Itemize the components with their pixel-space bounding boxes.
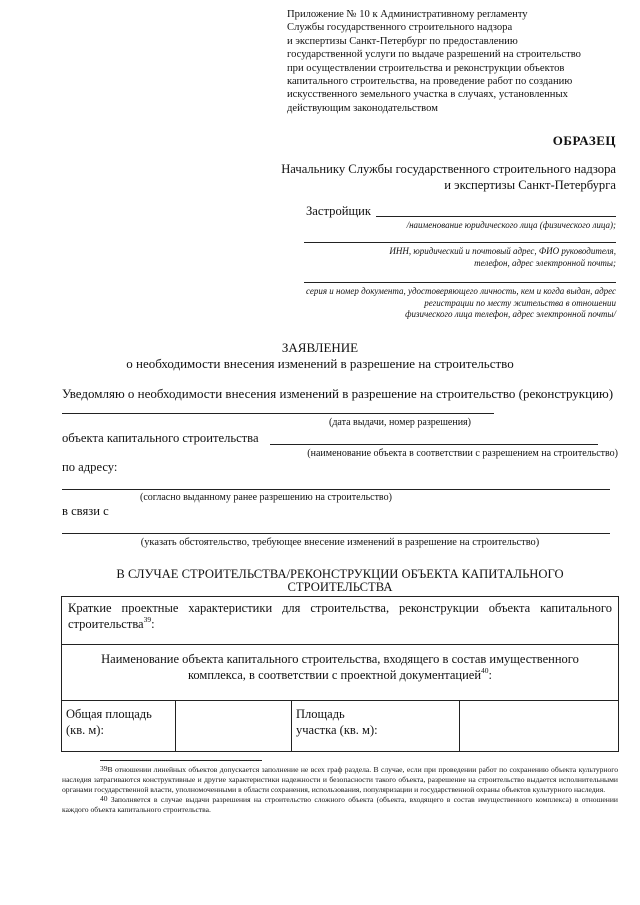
sample-label: ОБРАЗЕЦ [552, 133, 616, 148]
developer-hint-2 [296, 246, 616, 269]
address-field[interactable] [62, 489, 610, 490]
table-row-object-name [62, 645, 618, 701]
footnote-40-text: Заполняется в случае выдачи разрешения на строительство сложного объекта (объекта, входящего в состав имущественного комплекса) в отношении каждого объекта капитального строительства. [62, 795, 618, 814]
statement-title: ЗАЯВЛЕНИЕ [281, 340, 359, 355]
address-label: по адресу: [62, 460, 118, 474]
appendix-line: при осуществлении строительства и реконструкции объектов [287, 62, 565, 74]
total-area-label-2: (кв. м): [66, 723, 104, 737]
developer-hint-3-line-1: серия и номер документа, удостоверяющего личность, кем и когда выдан, адрес [305, 286, 616, 296]
section-title-line-2: СТРОИТЕЛЬСТВА [287, 580, 393, 594]
developer-hint-2-line-2: телефон, адрес электронной почты; [474, 257, 616, 268]
section-title-line-1: В СЛУЧАЕ СТРОИТЕЛЬСТВА/РЕКОНСТРУКЦИИ ОБЪЕКТА КАПИТАЛЬНОГО [116, 567, 564, 581]
developer-label: Застройщик [306, 204, 372, 218]
plot-area-value-cell[interactable] [460, 701, 617, 751]
appendix-line: государственной услуги по выдаче разрешений на строительство [287, 49, 581, 61]
statement-subtitle: о необходимости внесения изменений в разрешение на строительство [126, 356, 514, 371]
reason-label: в связи с [62, 504, 109, 518]
appendix-line: капитального строительства, на проведение работ по созданию [287, 76, 573, 88]
permit-caption: (дата выдачи, номер разрешения) [328, 417, 471, 428]
object-name-line-1: Наименование объекта капитального строительства, входящего в состав имущественного [101, 652, 579, 666]
appendix-line: искусственного земельного участка в случаях, установленных [287, 89, 568, 101]
object-name-colon: : [488, 668, 493, 682]
addressee-line-1: Начальнику Службы государственного строительного надзора [281, 162, 616, 176]
total-area-label-cell [62, 701, 176, 751]
developer-name-field[interactable] [376, 216, 616, 217]
footnote-ref-39: 39 [143, 615, 152, 624]
plot-area-label-2: участка (кв. м): [296, 723, 378, 737]
address-caption: (согласно выданному ранее разрешению на строительство) [140, 492, 392, 503]
object-name-line-2 [68, 667, 612, 683]
developer-document-field[interactable] [304, 282, 616, 283]
notify-text: Уведомляю о необходимости внесения изменений в разрешение на строительство (реконструкцию) [62, 386, 614, 401]
developer-address-field[interactable] [304, 242, 616, 243]
footnote-40 [62, 795, 618, 815]
total-area-label-1: Общая площадь [66, 707, 152, 721]
section-title [60, 568, 620, 594]
appendix-line: Службы государственного строительного надзора [287, 22, 513, 34]
reason-caption: (указать обстоятельство, требующее внесение изменений в разрешение на строительство) [140, 537, 540, 548]
appendix-line: действующим законодательством [287, 102, 438, 114]
characteristics-text: Краткие проектные характеристики для строительства, реконструкции объекта капитального строительства [68, 601, 612, 631]
addressee [216, 162, 616, 193]
footnote-39-mark: 39 [100, 764, 108, 773]
object-name-line-2-text: комплекса, в соответствии с проектной документацией [187, 668, 482, 682]
addressee-line-2: и экспертизы Санкт-Петербурга [444, 177, 616, 192]
appendix-line: Приложение № 10 к Административному регламенту [287, 9, 528, 20]
footnote-39-text: В отношении линейных объектов допускается заполнение не всех граф раздела. В случае, если при проведении работ по сохранению объекта культурного наследия затрагиваются конструктивные и другие характеристики надежности и безопасности такого объекта, разрешение на строительство выдается исполнительными органами государственной власти, уполномоченными в области сохранения, использования, популяризации и государственной охраны объектов культурного наследия. [62, 765, 618, 794]
table-row-characteristics [62, 597, 618, 645]
developer-hint-2-line-1: ИНН, юридический и почтовый адрес, ФИО руководителя, [389, 246, 616, 256]
developer-hint-1: /наименование юридического лица (физического лица); [406, 220, 616, 230]
reason-field[interactable] [62, 533, 610, 534]
permit-field[interactable] [62, 413, 494, 414]
total-area-value-cell[interactable] [176, 701, 292, 751]
object-caption: (наименование объекта в соответствии с разрешением на строительство) [307, 448, 618, 459]
footnotes [62, 765, 618, 815]
footnote-40-mark: 40 [100, 794, 108, 803]
characteristics-table [61, 596, 619, 752]
object-label: объекта капитального строительства [62, 431, 259, 445]
appendix-note [287, 8, 617, 115]
appendix-line: и экспертизы Санкт-Петербург по предоставлению [287, 35, 518, 47]
footnote-39 [62, 765, 618, 795]
footnote-ref-40: 40 [481, 666, 489, 675]
developer-hint-3-line-3: физического лица телефон, адрес электронной почты/ [405, 309, 616, 319]
plot-area-label-1: Площадь [296, 707, 345, 721]
developer-hint-3 [196, 286, 616, 321]
object-field[interactable] [270, 444, 598, 445]
developer-hint-3-line-2: регистрации по месту жительства в отношении [424, 297, 616, 308]
characteristics-colon: : [151, 617, 155, 631]
footnote-separator [100, 760, 262, 761]
plot-area-label-cell [292, 701, 460, 751]
